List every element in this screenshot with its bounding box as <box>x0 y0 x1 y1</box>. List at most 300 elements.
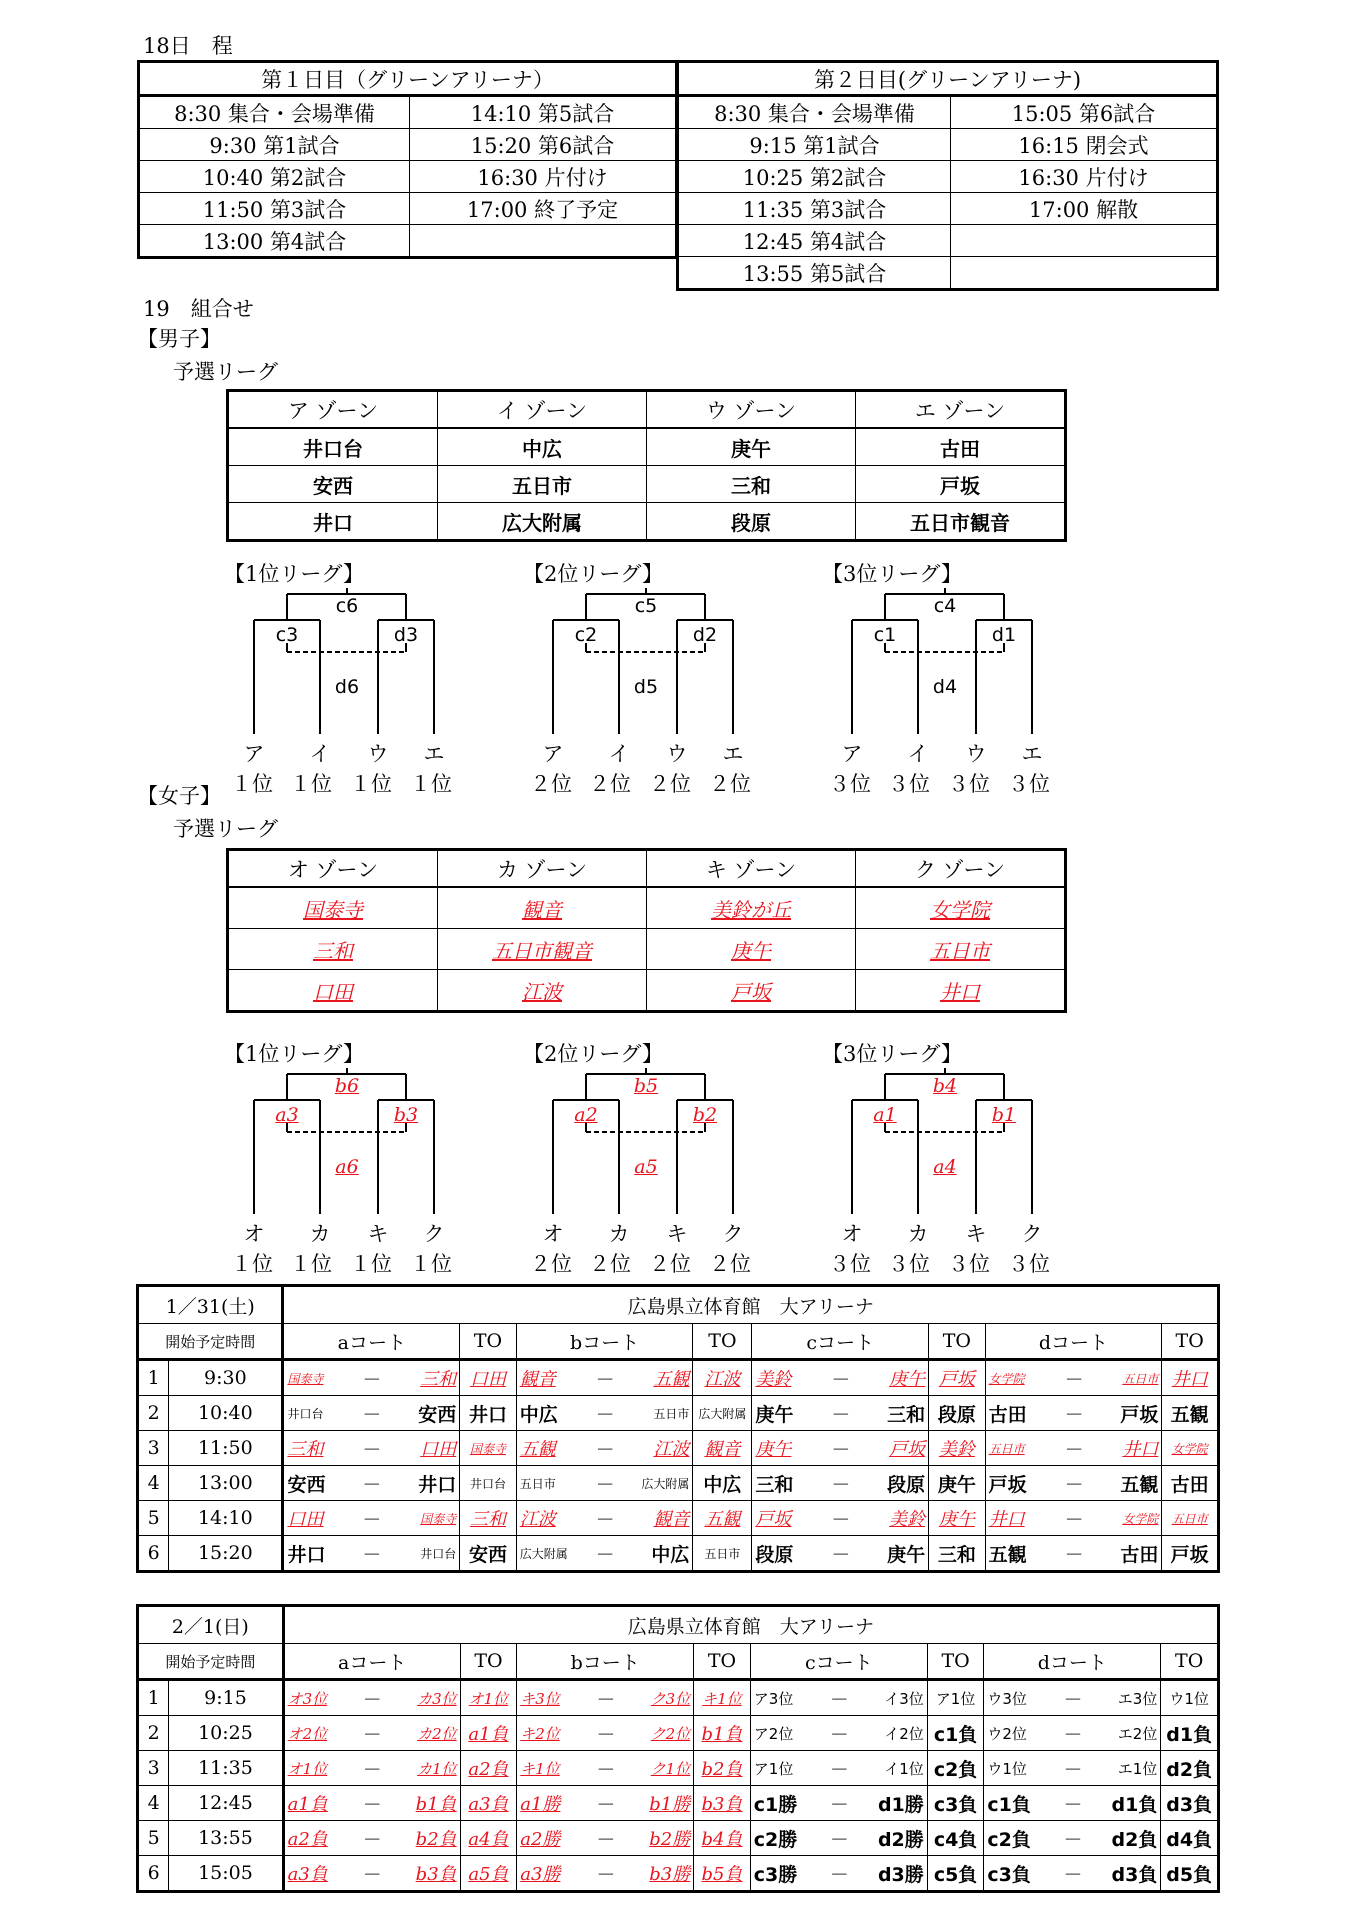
away-team: b1勝 <box>628 1786 694 1821</box>
home-team: 庚午 <box>752 1431 819 1466</box>
match-row <box>138 1396 1219 1431</box>
place-label: １位 <box>231 1252 273 1276</box>
match-row <box>138 1431 1219 1466</box>
match-time: 13:00 <box>169 1466 283 1501</box>
court-header: dコート <box>985 1324 1162 1360</box>
bracket <box>523 562 777 796</box>
dash: － <box>351 1856 394 1892</box>
away-team: 五日市 <box>627 1396 693 1431</box>
place-label: ２位 <box>589 772 631 796</box>
match-code: b4 <box>932 1075 958 1097</box>
match-code: d3 <box>393 624 419 646</box>
zone-letter: カ <box>309 1222 331 1246</box>
home-team: 広大附属 <box>516 1536 583 1572</box>
zone-letter: ク <box>423 1222 445 1246</box>
court-header: aコート <box>283 1644 460 1680</box>
bracket <box>822 562 1076 796</box>
home-team: 国泰寺 <box>283 1360 350 1396</box>
away-team: b3負 <box>394 1856 460 1892</box>
dash: － <box>1052 1536 1095 1572</box>
home-team: 女学院 <box>985 1360 1052 1396</box>
team-cell: 安西 <box>228 466 438 503</box>
schedule-cell: 16:15 閉会式 <box>951 129 1218 161</box>
zone-letter: ク <box>1021 1222 1043 1246</box>
team-cell: 国泰寺 <box>228 887 438 929</box>
schedule-cell: 8:30 集合・会場準備 <box>139 96 410 129</box>
team-cell: 三和 <box>228 929 438 970</box>
dash: － <box>1052 1396 1095 1431</box>
to-team: 五日市 <box>693 1536 752 1572</box>
away-team: 口田 <box>394 1431 460 1466</box>
zone-letter: エ <box>1021 742 1043 766</box>
away-team: b1負 <box>394 1786 460 1821</box>
home-team: 口田 <box>283 1501 350 1536</box>
place-label: １位 <box>410 772 452 796</box>
team-cell: 井口 <box>228 503 438 541</box>
match-time: 15:20 <box>169 1536 283 1572</box>
zone-letter: イ <box>608 742 630 766</box>
team-cell: 庚午 <box>647 428 856 466</box>
match-table <box>136 1604 1220 1893</box>
dash: － <box>584 1536 627 1572</box>
place-label: ３位 <box>888 1252 930 1276</box>
home-team: 戸坂 <box>752 1501 819 1536</box>
dash: － <box>584 1360 627 1396</box>
match-code: c3 <box>275 624 299 646</box>
match-number: 3 <box>138 1431 169 1466</box>
home-team: a1負 <box>283 1786 350 1821</box>
court-header: dコート <box>984 1644 1161 1680</box>
match-row <box>138 1466 1219 1501</box>
away-team: エ3位 <box>1095 1680 1161 1716</box>
team-cell: 戸坂 <box>856 466 1066 503</box>
boys-prelim-label: 予選リーグ <box>173 360 278 384</box>
match-code: b2 <box>692 1104 718 1126</box>
match-code: b1 <box>991 1104 1017 1126</box>
away-team: 五観 <box>627 1360 693 1396</box>
away-team: b2勝 <box>628 1821 694 1856</box>
match-time: 15:05 <box>169 1856 283 1892</box>
court-header: bコート <box>516 1324 693 1360</box>
home-team: c1負 <box>984 1786 1051 1821</box>
match-number: 4 <box>138 1786 169 1821</box>
to-team: d1負 <box>1161 1716 1219 1751</box>
schedule-cell: 8:30 集合・会場準備 <box>678 96 951 129</box>
match-code: a5 <box>634 1156 658 1178</box>
team-cell: 三和 <box>647 466 856 503</box>
place-label: １位 <box>231 772 273 796</box>
home-team: 戸坂 <box>985 1466 1052 1501</box>
dash: － <box>818 1856 861 1892</box>
match-code: c4 <box>933 595 957 617</box>
match-row <box>138 1716 1219 1751</box>
away-team: 美鈴 <box>862 1501 928 1536</box>
girls-label: 【女子】 <box>137 784 221 808</box>
zone-header: エ ゾーン <box>856 391 1066 429</box>
home-team: a2勝 <box>517 1821 584 1856</box>
to-team: b1負 <box>694 1716 751 1751</box>
day2-header: 第２日目(グリーンアリーナ) <box>678 62 1218 96</box>
match-number: 1 <box>138 1360 169 1396</box>
to-team: 庚午 <box>929 1501 986 1536</box>
away-team: 江波 <box>627 1431 693 1466</box>
home-team: c2勝 <box>750 1821 817 1856</box>
to-team: 五観 <box>693 1501 752 1536</box>
match-time: 10:40 <box>169 1396 283 1431</box>
dash: － <box>1051 1716 1094 1751</box>
match-code: a2 <box>574 1104 598 1126</box>
to-team: c5負 <box>927 1856 984 1892</box>
to-team: b4負 <box>694 1821 751 1856</box>
dash: － <box>351 1751 394 1786</box>
dash: － <box>818 1821 861 1856</box>
schedule-cell: 9:15 第1試合 <box>678 129 951 161</box>
dash: － <box>351 1680 394 1716</box>
match-number: 3 <box>138 1751 169 1786</box>
match-time: 11:35 <box>169 1751 283 1786</box>
place-label: ３位 <box>888 772 930 796</box>
dash: － <box>584 1751 627 1786</box>
dash: － <box>1052 1431 1095 1466</box>
schedule-cell <box>951 225 1218 257</box>
match-row <box>138 1501 1219 1536</box>
to-team: c3負 <box>927 1786 984 1821</box>
team-cell: 五日市 <box>856 929 1066 970</box>
dash: － <box>819 1360 862 1396</box>
schedule-cell: 11:35 第3試合 <box>678 193 951 225</box>
to-team: 安西 <box>460 1536 517 1572</box>
match-table-day1 <box>136 1284 1220 1573</box>
to-team: b3負 <box>694 1786 751 1821</box>
dash: － <box>1051 1821 1094 1856</box>
court-header: aコート <box>283 1324 460 1360</box>
to-team: 美鈴 <box>929 1431 986 1466</box>
to-team: 中広 <box>693 1466 752 1501</box>
schedule-cell: 16:30 片付け <box>951 161 1218 193</box>
zone-letter: ウ <box>367 742 389 766</box>
away-team: 井口 <box>394 1466 460 1501</box>
team-cell: 江波 <box>438 970 647 1012</box>
schedule-cell: 10:40 第2試合 <box>139 161 410 193</box>
place-label: ２位 <box>709 772 751 796</box>
zone-letter: カ <box>907 1222 929 1246</box>
zone-letter: カ <box>608 1222 630 1246</box>
match-time: 11:50 <box>169 1431 283 1466</box>
zone-letter: キ <box>666 1222 688 1246</box>
zone-letter: イ <box>907 742 929 766</box>
home-team: 井口 <box>283 1536 350 1572</box>
bracket-title: 【1位リーグ】 <box>224 562 364 586</box>
match-row <box>138 1360 1219 1396</box>
home-team: ア2位 <box>750 1716 817 1751</box>
schedule-cell: 12:45 第4試合 <box>678 225 951 257</box>
away-team: 井口台 <box>394 1536 460 1572</box>
match-code: d6 <box>334 676 360 698</box>
schedule-cell: 10:25 第2試合 <box>678 161 951 193</box>
zone-letter: イ <box>309 742 331 766</box>
team-cell: 口田 <box>228 970 438 1012</box>
dash: － <box>818 1751 861 1786</box>
to-team: a5負 <box>460 1856 517 1892</box>
to-team: a4負 <box>460 1821 517 1856</box>
match-code: b3 <box>393 1104 419 1126</box>
dash: － <box>351 1716 394 1751</box>
home-team: c3勝 <box>750 1856 817 1892</box>
dash: － <box>350 1501 393 1536</box>
away-team: d1負 <box>1095 1786 1161 1821</box>
zone-letter: エ <box>722 742 744 766</box>
match-code: a1 <box>873 1104 897 1126</box>
home-team: オ1位 <box>283 1751 350 1786</box>
place-label: ３位 <box>948 1252 990 1276</box>
home-team: 三和 <box>283 1431 350 1466</box>
match-code: c5 <box>634 595 658 617</box>
dash: － <box>819 1501 862 1536</box>
bracket <box>224 1042 478 1276</box>
court-header: cコート <box>750 1644 927 1680</box>
dash: － <box>1051 1680 1094 1716</box>
home-team: 段原 <box>752 1536 819 1572</box>
match-time: 14:10 <box>169 1501 283 1536</box>
team-cell: 五日市 <box>438 466 647 503</box>
place-label: １位 <box>290 772 332 796</box>
to-team: 国泰寺 <box>460 1431 517 1466</box>
dash: － <box>1052 1501 1095 1536</box>
zone-letter: オ <box>243 1222 265 1246</box>
boys-zone-table <box>226 389 1067 542</box>
match-row <box>138 1680 1219 1716</box>
bracket-title: 【2位リーグ】 <box>523 562 663 586</box>
match-time: 12:45 <box>169 1786 283 1821</box>
to-header: TO <box>694 1644 751 1680</box>
bracket <box>523 1042 777 1276</box>
bracket <box>224 562 478 796</box>
court-header: bコート <box>517 1644 694 1680</box>
match-code: b5 <box>633 1075 659 1097</box>
away-team: ク1位 <box>628 1751 694 1786</box>
to-team: 五日市 <box>1162 1501 1219 1536</box>
to-team: 広大附属 <box>693 1396 752 1431</box>
zone-letter: オ <box>542 1222 564 1246</box>
to-team: 井口台 <box>460 1466 517 1501</box>
away-team: b2負 <box>394 1821 460 1856</box>
match-time: 10:25 <box>169 1716 283 1751</box>
match-number: 1 <box>138 1680 169 1716</box>
team-cell: 庚午 <box>647 929 856 970</box>
date-cell: 2／1(日) <box>138 1606 284 1644</box>
match-number: 2 <box>138 1396 169 1431</box>
zone-header: キ ゾーン <box>647 850 856 888</box>
zone-letter: ウ <box>666 742 688 766</box>
place-label: ２位 <box>709 1252 751 1276</box>
dash: － <box>584 1466 627 1501</box>
away-team: 中広 <box>627 1536 693 1572</box>
away-team: 段原 <box>862 1466 928 1501</box>
to-team: 庚午 <box>929 1466 986 1501</box>
home-team: 古田 <box>985 1396 1052 1431</box>
home-team: ウ1位 <box>984 1751 1051 1786</box>
time-header: 開始予定時間 <box>138 1324 283 1360</box>
away-team: 観音 <box>627 1501 693 1536</box>
time-header: 開始予定時間 <box>138 1644 284 1680</box>
away-team: ク2位 <box>628 1716 694 1751</box>
dash: － <box>1051 1751 1094 1786</box>
team-cell: 井口 <box>856 970 1066 1012</box>
place-label: １位 <box>350 772 392 796</box>
bracket-title: 【2位リーグ】 <box>523 1042 663 1066</box>
zone-header: ウ ゾーン <box>647 391 856 429</box>
match-code: b6 <box>334 1075 360 1097</box>
to-team: c2負 <box>927 1751 984 1786</box>
away-team: 女学院 <box>1096 1501 1162 1536</box>
zone-letter: オ <box>841 1222 863 1246</box>
to-team: d3負 <box>1161 1786 1219 1821</box>
place-label: ３位 <box>829 772 871 796</box>
dash: － <box>351 1821 394 1856</box>
to-team: d4負 <box>1161 1821 1219 1856</box>
zone-letter: ク <box>722 1222 744 1246</box>
team-cell: 広大附属 <box>438 503 647 541</box>
to-team: オ1位 <box>460 1680 517 1716</box>
schedule-cell: 15:20 第6試合 <box>410 129 677 161</box>
away-team: d3負 <box>1095 1856 1161 1892</box>
to-team: ア1位 <box>927 1680 984 1716</box>
away-team: d1勝 <box>861 1786 927 1821</box>
team-cell: 女学院 <box>856 887 1066 929</box>
place-label: １位 <box>350 1252 392 1276</box>
place-label: ２位 <box>530 1252 572 1276</box>
dash: － <box>584 1716 627 1751</box>
match-code: c1 <box>873 624 897 646</box>
match-row <box>138 1786 1219 1821</box>
to-header: TO <box>1162 1324 1219 1360</box>
away-team: 安西 <box>394 1396 460 1431</box>
to-header: TO <box>460 1644 517 1680</box>
away-team: エ1位 <box>1095 1751 1161 1786</box>
match-time: 13:55 <box>169 1821 283 1856</box>
away-team: 広大附属 <box>627 1466 693 1501</box>
dash: － <box>350 1360 393 1396</box>
to-team: 三和 <box>929 1536 986 1572</box>
away-team: 戸坂 <box>862 1431 928 1466</box>
dash: － <box>351 1786 394 1821</box>
place-label: ３位 <box>948 772 990 796</box>
home-team: オ3位 <box>283 1680 350 1716</box>
home-team: 庚午 <box>752 1396 819 1431</box>
away-team: 井口 <box>1096 1431 1162 1466</box>
away-team: b3勝 <box>628 1856 694 1892</box>
away-team: d2負 <box>1095 1821 1161 1856</box>
home-team: キ1位 <box>517 1751 584 1786</box>
dash: － <box>819 1396 862 1431</box>
away-team: カ2位 <box>394 1716 460 1751</box>
match-time: 9:30 <box>169 1360 283 1396</box>
dash: － <box>584 1501 627 1536</box>
to-team: d2負 <box>1161 1751 1219 1786</box>
to-team: c1負 <box>927 1716 984 1751</box>
to-team: 古田 <box>1162 1466 1219 1501</box>
schedule-cell: 13:55 第5試合 <box>678 257 951 290</box>
away-team: イ3位 <box>861 1680 927 1716</box>
match-code: d5 <box>633 676 659 698</box>
match-code: c6 <box>335 595 359 617</box>
court-header: cコート <box>752 1324 929 1360</box>
match-row <box>138 1856 1219 1892</box>
away-team: カ1位 <box>394 1751 460 1786</box>
bracket-title: 【3位リーグ】 <box>822 1042 962 1066</box>
match-number: 4 <box>138 1466 169 1501</box>
home-team: a1勝 <box>517 1786 584 1821</box>
bracket-title: 【3位リーグ】 <box>822 562 962 586</box>
dash: － <box>818 1786 861 1821</box>
team-cell: 中広 <box>438 428 647 466</box>
match-number: 6 <box>138 1536 169 1572</box>
home-team: 五日市 <box>985 1431 1052 1466</box>
home-team: キ2位 <box>517 1716 584 1751</box>
place-label: ３位 <box>1008 772 1050 796</box>
zone-header: イ ゾーン <box>438 391 647 429</box>
team-cell: 古田 <box>856 428 1066 466</box>
day1-header: 第１日目（グリーンアリーナ） <box>139 62 677 96</box>
dash: － <box>1052 1466 1095 1501</box>
zone-letter: ア <box>243 742 265 766</box>
home-team: c3負 <box>984 1856 1051 1892</box>
home-team: ウ3位 <box>984 1680 1051 1716</box>
schedule-cell: 11:50 第3試合 <box>139 193 410 225</box>
home-team: 中広 <box>516 1396 583 1431</box>
home-team: オ2位 <box>283 1716 350 1751</box>
dash: － <box>818 1680 861 1716</box>
away-team: エ2位 <box>1095 1716 1161 1751</box>
to-header: TO <box>1161 1644 1219 1680</box>
girls-zone-table <box>226 848 1067 1013</box>
day1-schedule-table <box>137 60 678 259</box>
bracket <box>822 1042 1076 1276</box>
zone-header: ア ゾーン <box>228 391 438 429</box>
to-team: 口田 <box>460 1360 517 1396</box>
place-label: ３位 <box>1008 1252 1050 1276</box>
schedule-cell: 9:30 第1試合 <box>139 129 410 161</box>
match-number: 5 <box>138 1501 169 1536</box>
team-cell: 五日市観音 <box>856 503 1066 541</box>
away-team: 戸坂 <box>1096 1396 1162 1431</box>
to-team: 三和 <box>460 1501 517 1536</box>
match-code: d2 <box>692 624 718 646</box>
dash: － <box>584 1856 627 1892</box>
dash: － <box>1052 1360 1095 1396</box>
to-team: a1負 <box>460 1716 517 1751</box>
dash: － <box>584 1680 627 1716</box>
to-team: 戸坂 <box>929 1360 986 1396</box>
match-code: a6 <box>335 1156 359 1178</box>
to-header: TO <box>929 1324 986 1360</box>
home-team: a3負 <box>283 1856 350 1892</box>
team-cell: 戸坂 <box>647 970 856 1012</box>
place-label: ２位 <box>589 1252 631 1276</box>
dash: － <box>584 1431 627 1466</box>
home-team: 美鈴 <box>752 1360 819 1396</box>
match-number: 5 <box>138 1821 169 1856</box>
to-team: c4負 <box>927 1821 984 1856</box>
match-table <box>136 1284 1220 1573</box>
to-team: d5負 <box>1161 1856 1219 1892</box>
venue-cell: 広島県立体育館 大アリーナ <box>283 1606 1218 1644</box>
schedule-cell: 17:00 解散 <box>951 193 1218 225</box>
away-team: 三和 <box>862 1396 928 1431</box>
to-team: 井口 <box>460 1396 517 1431</box>
to-header: TO <box>460 1324 517 1360</box>
place-label: ２位 <box>649 772 691 796</box>
